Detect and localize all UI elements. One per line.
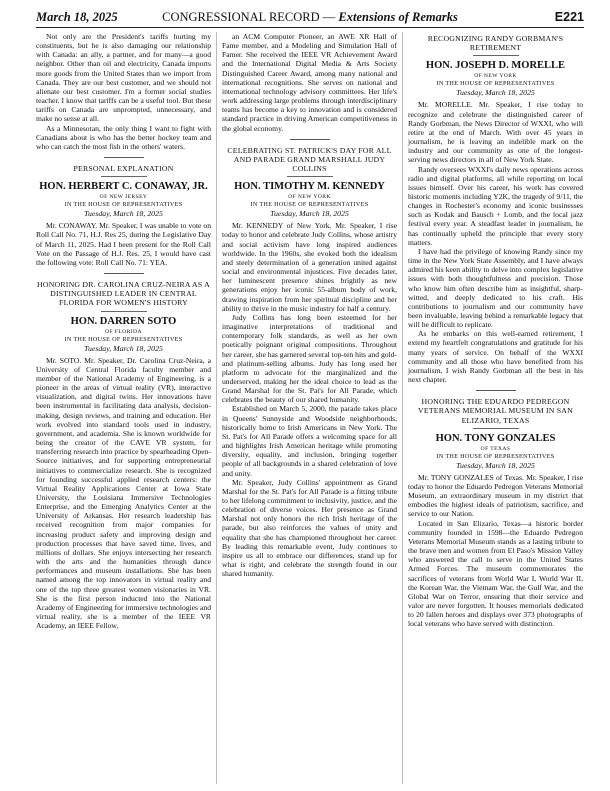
speaker-name: HON. JOSEPH D. MORELLE: [425, 60, 566, 72]
topic-rule: [287, 176, 333, 177]
speaker-name: HON. HERBERT C. CONAWAY, JR.: [39, 181, 208, 193]
chamber-line: IN THE HOUSE OF REPRESENTATIVES: [64, 335, 183, 343]
section-divider: [104, 157, 144, 158]
body-paragraph: Mr. Speaker, Judy Collins' appointment as Grand Marshal for the St. Pat's for All Parade is a fitting tribute to her lifelong commitment to inclusivity, justice, and the celebration of diverse voices. Her presence as Grand Marshal not only honors the rich Irish heritage of the parade, but also reinforces the values of unity and equality that she has championed throughout her career. By leading this remarkable event, Judy continues to inspire us all to embrace our differences, stand up for what is right, and celebrate the strength found in our shared humanity.: [222, 477, 397, 579]
speaker-state: OF FLORIDA: [105, 328, 142, 335]
section-divider: [290, 139, 330, 140]
section-topic: RECOGNIZING RANDY GORBMAN'S RETIREMENT: [427, 34, 564, 53]
body-paragraph: Mr. MORELLE. Mr. Speaker, I rise today to recognize and celebrate the distinguished career of Randy Gorbman, the News Director of WXXI, who will retire at the end of March. With over 45 years in journalism, he is leaving an indelible mark on the industry and our community as one of the longest-serving news directors in all of New York State.: [408, 100, 583, 165]
session-date: Tuesday, March 18, 2025: [456, 460, 535, 470]
column-divider: [216, 32, 217, 784]
speaker-name: HON. DARREN SOTO: [70, 315, 177, 327]
body-paragraph: Mr. KENNEDY of New York. Mr. Speaker, I rise today to honor and celebrate Judy Collins, whose artistry and social activism have long inspired audiences worldwide. In the 1960s, she evoked both the idealism and steely determination of a generation united against social and environmental injustices. Five decades later, her luminescent presence shines brightly as new generations enjoy her iconic 55-album body of work, drawing inspiration from her spiritual discipline and her ability to thrive in the music industry for half a century.: [222, 221, 397, 313]
body-paragraph: Mr. CONAWAY. Mr. Speaker, I was unable to vote on Roll Call No. 71, H.J. Res 25, during the Legislative Day of March 11, 2025. Had I been present for the Roll Call Vote on the Passage of H.J. Res. 25, I would have cast the following vote: Roll Call No. 71: YEA.: [36, 221, 211, 267]
page-number: E221: [554, 10, 584, 24]
section-topic: HONORING THE EDUARDO PEDREGON VETERANS MEMORIAL MUSEUM IN SAN ELIZARIO, TEXAS: [418, 397, 573, 425]
column-divider: [402, 32, 403, 784]
body-paragraph: As he embarks on this well-earned retirement, I extend my heartfelt congratulations and gratitude for his many years of service. On behalf of the WXXI community and all those who have benefited from his journalism, I wish Randy Gorbman all the best in his next chapter.: [408, 329, 583, 385]
topic-rule: [473, 55, 519, 56]
speaker-state: OF NEW JERSEY: [99, 194, 148, 201]
header-title: [36, 10, 584, 25]
title-separator: —: [322, 10, 336, 24]
topic-rule: [473, 428, 519, 429]
body-paragraph: Mr. TONY GONZALES of Texas. Mr. Speaker, I rise today to honor the Eduardo Pedregon Veterans Memorial Museum, an extraordinary museum in my district that embodies the highest ideals of patriotism, sacrifice, and service to our Nation.: [408, 472, 583, 519]
session-date: Tuesday, March 18, 2025: [84, 343, 163, 353]
body-paragraph: As a Minnesotan, the only thing I want to fight with Canadians about is who has the better hockey team and who can catch the most fish in the others' waters.: [36, 123, 211, 151]
header-date: March 18, 2025: [36, 10, 118, 24]
body-paragraph: Located in San Elizario, Texas—a historic border community founded in 1598—the Eduardo Pedregon Veterans Memorial Museum stands as a lasting tribute to the brave men and women from El Paso's Mission Valley who answered the call to serve in the United States Armed Forces. The museum commemorates the sacrifices of veterans from World War I, World War II, the Korean War, the Vietnam War, the Gulf War, and the Global War on Terror, ensuring that their service and valor are never forgotten. It houses memorials dedicated to 20 fallen heroes and displays over 373 photographs of local veterans who have served with distinction.: [408, 518, 583, 629]
session-date: Tuesday, March 18, 2025: [456, 88, 535, 98]
body-paragraph: Established on March 5, 2000, the parade takes place in Queens' Sunnyside and Woodside neighborhoods, historically home to Irish Americans in New York. The St. Pat's for All Parade offers a welcoming space for all and highlights Irish American heritage while promoting diversity, equality, and inclusion, bringing together people of all backgrounds in a shared celebration of love and unity.: [222, 404, 397, 478]
speaker-state: OF NEW YORK: [288, 194, 331, 201]
topic-rule: [101, 311, 147, 312]
section-topic: HONORING DR. CAROLINA CRUZ-NEIRA AS A DISTINGUISHED LEADER IN CENTRAL FLORIDA FOR WOMEN'S HISTORY: [37, 280, 210, 308]
section-name: Extensions of Remarks: [338, 10, 458, 24]
header-rule: [36, 27, 584, 28]
body-paragraph: Randy oversees WXXI's daily news operations across radio and digital platforms, all while reporting on local issues himself. Over his career, his work has covered historic moments including Y2K, the tragedy of 9/11, the changes in Rochester's economy and iconic businesses such as Kodak and Bausch + Lomb, and the local jazz festival every year. A steadfast leader in journalism, he has continually upheld the principle that every story matters.: [408, 164, 583, 247]
speaker-state: OF TEXAS: [480, 445, 511, 452]
section-topic: CELEBRATING ST. PATRICK'S DAY FOR ALL AND PARADE GRAND MARSHALL JUDY COLLINS: [227, 145, 392, 174]
section-topic: PERSONAL EXPLANATION: [73, 164, 174, 174]
chamber-line: IN THE HOUSE OF REPRESENTATIVES: [250, 201, 369, 209]
section-divider: [104, 273, 144, 274]
session-date: Tuesday, March 18, 2025: [84, 209, 163, 219]
chamber-line: IN THE HOUSE OF REPRESENTATIVES: [436, 80, 555, 88]
body-paragraph: I have had the privilege of knowing Randy since my time in the New York State Assembly, and I have always admired his keen ability to delve into complex legislative issues with both thoughtfulness and precision. Those who know him often describe him as insightful, sharp-witted, and deeply dedicated to his craft. His contributions to journalism and our community have been invaluable, leaving behind a remarkable legacy that will be difficult to replicate.: [408, 246, 583, 330]
section-divider: [476, 390, 516, 391]
chamber-line: IN THE HOUSE OF REPRESENTATIVES: [64, 201, 183, 209]
body-paragraph: Mr. SOTO. Mr. Speaker, Dr. Carolina Cruz-Neira, a University of Central Florida faculty member and member of the National Academy of Engineering, is a pioneer in the areas of virtual reality (VR), interactive visualization, and digital twins. Her innovations have been instrumental in facilitating data analysis, decision-making, design reviews, and training and education. Her work evolved into standard tools used in industry, government, and academia. She is known worldwide for being the creator of the CAVE VR system, for transferring research into practice by spearheading Open-Source initiatives, and for supporting entrepreneurial initiatives to commercialize research. She is recognized for founding successful applied research centers: the Virtual Reality Applications Center at Iowa State University, the Louisiana Immersive Technologies Enterprise, and the Emerging Analytics Center at the University of Arkansas. Her research leadership has received recognition from major companies for increasing product safety and improving design and production processes that have saved time, lives, and millions of dollars. She enjoys intersecting her research with the arts and the humanities through dance performances and museum installations. She has been named among the top innovators in virtual reality and one of the top three greatest women visionaries in VR. She is the first person inducted into the National Academy of Engineering for immersive technologies and virtual reality, she is a member of the IEEE VR Academy, an IEEE Fellow,: [36, 355, 211, 631]
session-date: Tuesday, March 18, 2025: [270, 209, 349, 219]
body-paragraph: an ACM Computer Pioneer, an AWE XR Hall of Fame member, and a Modeling and Simulation Hall of Famer. She received the IEEE VR Achievement Award and the International Digital Media & Arts Society Distinguished Career Award, among many national and international recognitions. She serves on national and international technology advisory committees. Her life's work addressing large problems through interdisciplinary teams has become a key to innovation and is considered standard practice in driving American competitiveness in the global economy.: [222, 32, 397, 133]
speaker-name: HON. TONY GONZALES: [435, 432, 556, 444]
body-paragraph: Judy Collins has long been esteemed for her imaginative interpretations of traditional and contemporary folk standards, as well as her own poetically poignant original compositions. Throughout her career, she has garnered several top-ten hits and gold- and platinum-selling albums. Judy has long used her platform to advocate for the marginalized and the underserved, making her the ideal choice to lead as the Grand Marshal for the St. Pat's for All Parade, which celebrates the beauty of our shared humanity.: [222, 312, 397, 405]
page-header: [36, 8, 584, 28]
body-paragraph: Not only are the President's tariffs hurting my constituents, but he is also damaging our relationship with Canada: an ally, a partner, and for many—a good neighbor. Other than oil and electricity, Canada imports more goods from the United States than we import from Canada. They are our best customer, and we should not alienate our best customer. I'm a former social studies teacher. I know that tariffs can be a useful tool. But these tariffs on Canada are unprompted, unnecessary, and make no sense at all.: [36, 32, 211, 124]
column-1: [36, 32, 211, 630]
publication-name: CONGRESSIONAL RECORD: [162, 10, 320, 24]
speaker-name: HON. TIMOTHY M. KENNEDY: [234, 181, 385, 193]
column-2: [222, 32, 397, 578]
topic-rule: [101, 176, 147, 177]
column-3: [408, 32, 583, 629]
speaker-state: OF NEW YORK: [474, 73, 517, 80]
chamber-line: IN THE HOUSE OF REPRESENTATIVES: [436, 452, 555, 460]
